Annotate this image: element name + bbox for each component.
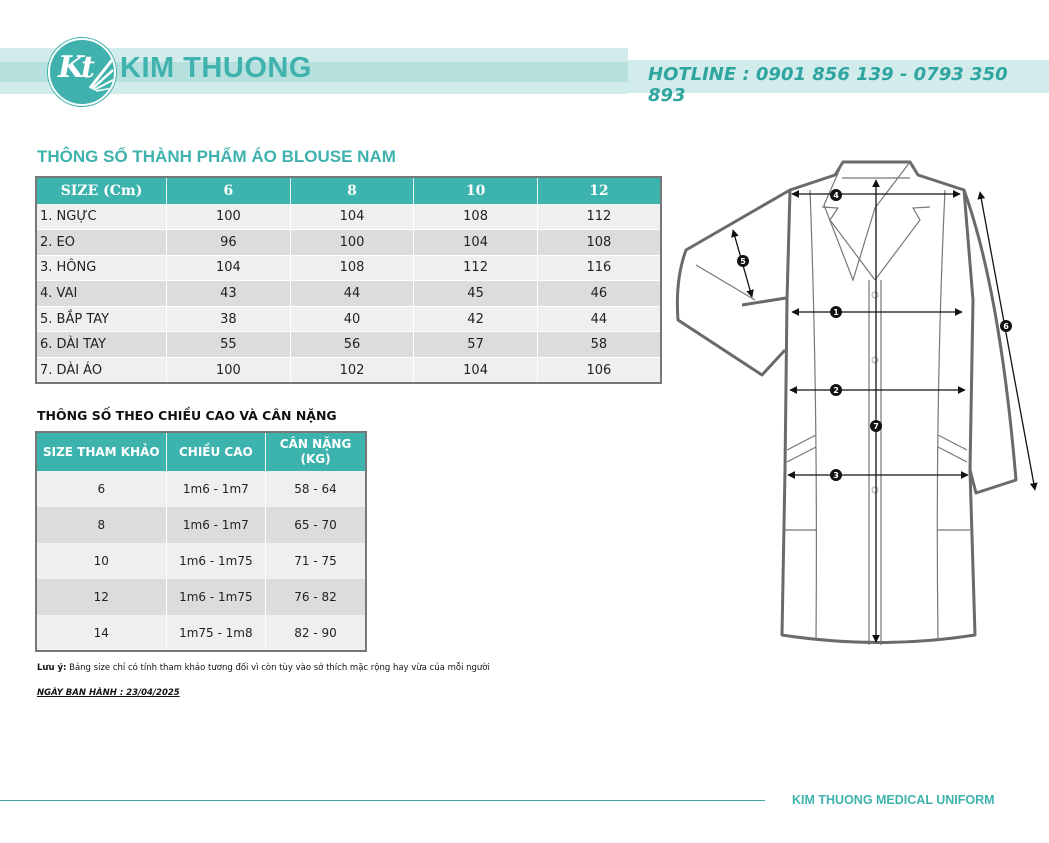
- table-row: [36, 230, 661, 256]
- cell: 46: [537, 281, 661, 307]
- cell: 112: [414, 255, 538, 281]
- table-row: [36, 615, 366, 651]
- cell: 56: [290, 332, 414, 358]
- cell: 108: [414, 204, 538, 230]
- table-row: [36, 281, 661, 307]
- cell: 44: [290, 281, 414, 307]
- cell: 43: [167, 281, 291, 307]
- spec-table: [35, 176, 662, 384]
- cell: 45: [414, 281, 538, 307]
- cell: 14: [36, 615, 166, 651]
- spec-header-size: SIZE (Cm): [36, 177, 167, 204]
- cell: 42: [414, 306, 538, 332]
- table-row: [36, 579, 366, 615]
- cell: 116: [537, 255, 661, 281]
- ref-table-header-row: [36, 432, 366, 471]
- row-label: 5. BẮP TAY: [36, 306, 167, 332]
- ref-table-title: THÔNG SỐ THEO CHIỀU CAO VÀ CÂN NẶNG: [37, 408, 337, 423]
- arrow-6: [980, 192, 1035, 490]
- ref-header-size: SIZE THAM KHẢO: [36, 432, 166, 471]
- table-row: [36, 306, 661, 332]
- table-row: [36, 507, 366, 543]
- cell: 100: [167, 358, 291, 384]
- cell: 6: [36, 471, 166, 507]
- marker-3: 3: [833, 471, 839, 480]
- cell: 104: [414, 358, 538, 384]
- marker-4: 4: [833, 191, 839, 200]
- cell: 55: [167, 332, 291, 358]
- spec-header-10: 10: [414, 177, 538, 204]
- cell: 96: [167, 230, 291, 256]
- marker-5: 5: [740, 257, 746, 266]
- cell: 40: [290, 306, 414, 332]
- cell: 58 - 64: [266, 471, 366, 507]
- footer-brand: KIM THUONG MEDICAL UNIFORM: [792, 793, 995, 807]
- marker-2: 2: [833, 386, 839, 395]
- marker-6: 6: [1003, 322, 1009, 331]
- cell: 58: [537, 332, 661, 358]
- cell: 102: [290, 358, 414, 384]
- cell: 8: [36, 507, 166, 543]
- cell: 106: [537, 358, 661, 384]
- table-row: [36, 255, 661, 281]
- ref-table: [35, 431, 367, 652]
- cell: 65 - 70: [266, 507, 366, 543]
- cell: 76 - 82: [266, 579, 366, 615]
- spec-header-8: 8: [290, 177, 414, 204]
- row-label: 7. DÀI ÁO: [36, 358, 167, 384]
- note-text: Bảng size chỉ có tính tham khảo tương đối vì còn tùy vào sở thích mặc rộng hay vừa của mỗi người: [66, 663, 490, 673]
- cell: 104: [167, 255, 291, 281]
- cell: 100: [290, 230, 414, 256]
- cell: 100: [167, 204, 291, 230]
- marker-7: 7: [873, 422, 879, 431]
- cell: 104: [290, 204, 414, 230]
- footer-divider: [0, 800, 765, 801]
- cell: 108: [537, 230, 661, 256]
- row-label: 3. HÔNG: [36, 255, 167, 281]
- spec-table-header-row: [36, 177, 661, 204]
- cell: 1m6 - 1m75: [166, 579, 265, 615]
- table-row: [36, 471, 366, 507]
- cell: 1m6 - 1m7: [166, 507, 265, 543]
- table-row: [36, 332, 661, 358]
- table-row: [36, 204, 661, 230]
- spec-header-6: 6: [167, 177, 291, 204]
- note: [37, 663, 490, 673]
- blouse-diagram: [670, 150, 1049, 660]
- hotline: HOTLINE : 0901 856 139 - 0793 350 893: [648, 64, 1008, 106]
- row-label: 1. NGỰC: [36, 204, 167, 230]
- cell: 10: [36, 543, 166, 579]
- cell: 104: [414, 230, 538, 256]
- cell: 1m6 - 1m7: [166, 471, 265, 507]
- cell: 57: [414, 332, 538, 358]
- cell: 38: [167, 306, 291, 332]
- issue-date: NGÀY BAN HÀNH : 23/04/2025: [37, 688, 180, 698]
- logo-monogram: Kt: [58, 50, 92, 85]
- row-label: 2. EO: [36, 230, 167, 256]
- cell: 82 - 90: [266, 615, 366, 651]
- table-row: [36, 358, 661, 384]
- cell: 12: [36, 579, 166, 615]
- cell: 1m75 - 1m8: [166, 615, 265, 651]
- spec-header-12: 12: [537, 177, 661, 204]
- cell: 71 - 75: [266, 543, 366, 579]
- ref-header-weight: CÂN NẶNG (KG): [266, 432, 366, 471]
- cell: 44: [537, 306, 661, 332]
- logo-icon: [48, 38, 116, 106]
- spec-table-title: THÔNG SỐ THÀNH PHẨM ÁO BLOUSE NAM: [37, 147, 396, 166]
- cell: 1m6 - 1m75: [166, 543, 265, 579]
- cell: 108: [290, 255, 414, 281]
- ref-header-height: CHIỀU CAO: [166, 432, 265, 471]
- note-label: Lưu ý:: [37, 663, 67, 673]
- cell: 112: [537, 204, 661, 230]
- table-row: [36, 543, 366, 579]
- brand-name: KIM THUONG: [120, 52, 312, 84]
- row-label: 6. DÀI TAY: [36, 332, 167, 358]
- marker-1: 1: [833, 308, 839, 317]
- row-label: 4. VAI: [36, 281, 167, 307]
- logo-rays-icon: [88, 58, 114, 92]
